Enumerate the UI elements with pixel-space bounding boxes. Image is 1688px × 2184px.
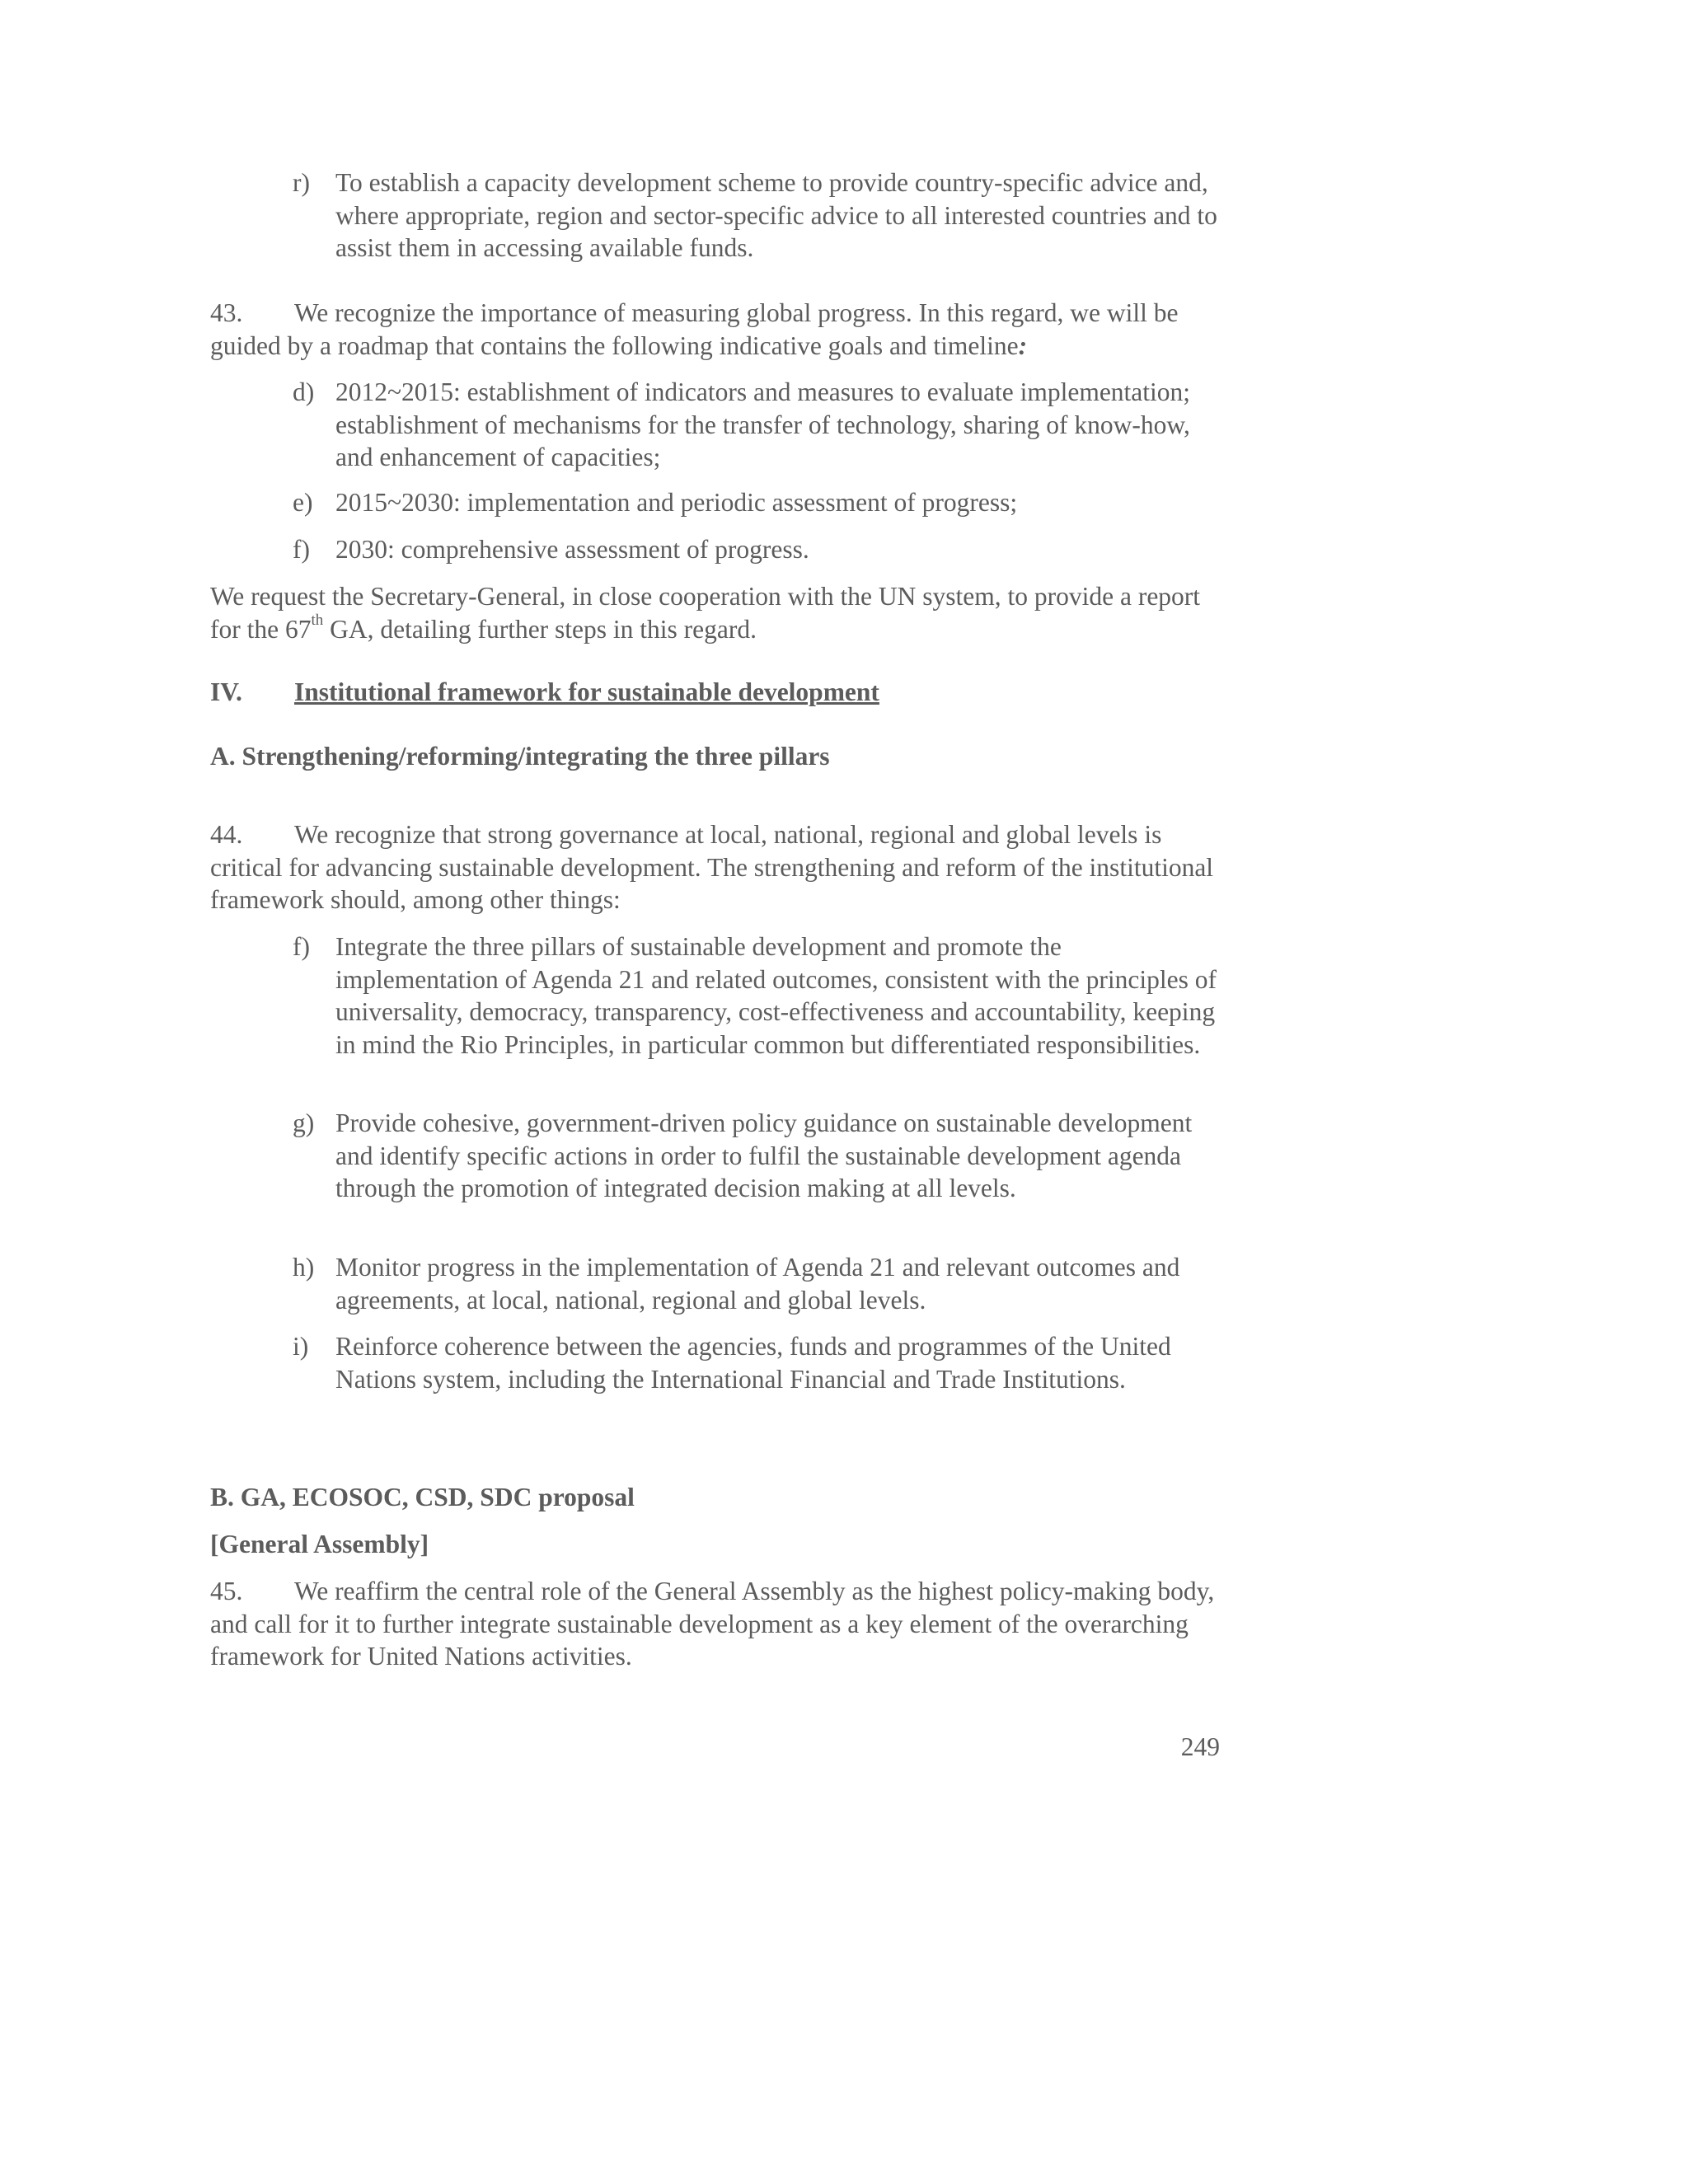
paragraph-45 bbox=[210, 1575, 1220, 1673]
paragraph-text: We reaffirm the central role of the General Assembly as the highest policy-making body, and call for it to further integrate sustainable development as a key element of the overarching framework for United Nations activities. bbox=[210, 1577, 1215, 1671]
list-item-text: 2012~2015: establishment of indicators and measures to evaluate implementation; establishment of mechanisms for the transfer of technology, sharing of know-how, and enhancement of capacities; bbox=[335, 377, 1191, 471]
page-number: 249 bbox=[1180, 1732, 1220, 1761]
list-item-r bbox=[293, 166, 1228, 265]
list-marker: r) bbox=[293, 168, 310, 197]
subheading-general-assembly: [General Assembly] bbox=[210, 1530, 429, 1558]
list-item-f bbox=[293, 930, 1228, 1061]
superscript: th bbox=[311, 612, 324, 629]
list-item-text: Integrate the three pillars of sustainable development and promote the implementation of Agenda 21 and related outcomes, consistent with the principles of universality, democracy, transparency, cost-effectiveness and accountability, keeping in mind the Rio Principles, in particular common but differentiated responsibilities. bbox=[335, 932, 1217, 1059]
section-heading-b: B. GA, ECOSOC, CSD, SDC proposal bbox=[210, 1483, 635, 1511]
list-item-text: Reinforce coherence between the agencies, funds and programmes of the United Nations system, including the International Financial and Trade Institutions. bbox=[335, 1332, 1171, 1394]
list-marker: f) bbox=[293, 535, 310, 564]
list-marker: d) bbox=[293, 377, 315, 406]
list-marker: h) bbox=[293, 1253, 315, 1282]
list-item-g bbox=[293, 1107, 1228, 1205]
list-marker: f) bbox=[293, 932, 310, 961]
section-number: IV. bbox=[210, 677, 242, 706]
list-item-i bbox=[293, 1330, 1228, 1395]
paragraph-text: We recognize that strong governance at local, national, regional and global levels is critical for advancing sustainable development. The strengthening and reform of the institutional framework should, among other things: bbox=[210, 820, 1214, 914]
list-marker: e) bbox=[293, 488, 313, 517]
section-heading-iv bbox=[210, 676, 1220, 709]
list-item-text: Provide cohesive, government-driven policy guidance on sustainable development and identify specific actions in order to fulfil the sustainable development agenda through the promotion of integrated decision making at all levels. bbox=[335, 1108, 1193, 1202]
list-item-d bbox=[293, 376, 1228, 474]
paragraph-text: We recognize the importance of measuring global progress. In this regard, we will be guided by a roadmap that contains the following indicative goals and timeline bbox=[210, 298, 1179, 360]
list-item-f bbox=[293, 533, 1228, 566]
section-heading-a: A. Strengthening/reforming/integrating the three pillars bbox=[210, 742, 830, 771]
paragraph-number: 44. bbox=[210, 820, 243, 849]
list-marker: g) bbox=[293, 1108, 315, 1137]
request-paragraph bbox=[210, 580, 1220, 645]
request-text-after: GA, detailing further steps in this regard. bbox=[323, 614, 757, 644]
request-text-before: We request the Secretary-General, in close cooperation with the UN system, to provide a report for the 67 bbox=[210, 582, 1201, 644]
section-title: Institutional framework for sustainable development bbox=[294, 677, 879, 706]
list-item-text: 2030: comprehensive assessment of progress. bbox=[335, 535, 809, 564]
list-item-text: Monitor progress in the implementation of Agenda 21 and relevant outcomes and agreements, at local, national, regional and global levels. bbox=[335, 1253, 1180, 1315]
paragraph-number: 43. bbox=[210, 298, 243, 327]
paragraph-44 bbox=[210, 818, 1220, 916]
list-item-text: 2015~2030: implementation and periodic assessment of progress; bbox=[335, 488, 1018, 517]
list-marker: i) bbox=[293, 1332, 309, 1361]
list-item-text: To establish a capacity development scheme to provide country-specific advice and, where appropriate, region and sector-specific advice to all interested countries and to assist them in accessing available funds. bbox=[335, 168, 1217, 262]
paragraph-colon: : bbox=[1018, 330, 1028, 360]
list-item-h bbox=[293, 1251, 1228, 1316]
paragraph-number: 45. bbox=[210, 1577, 243, 1605]
list-item-e bbox=[293, 486, 1228, 519]
paragraph-43 bbox=[210, 297, 1220, 362]
